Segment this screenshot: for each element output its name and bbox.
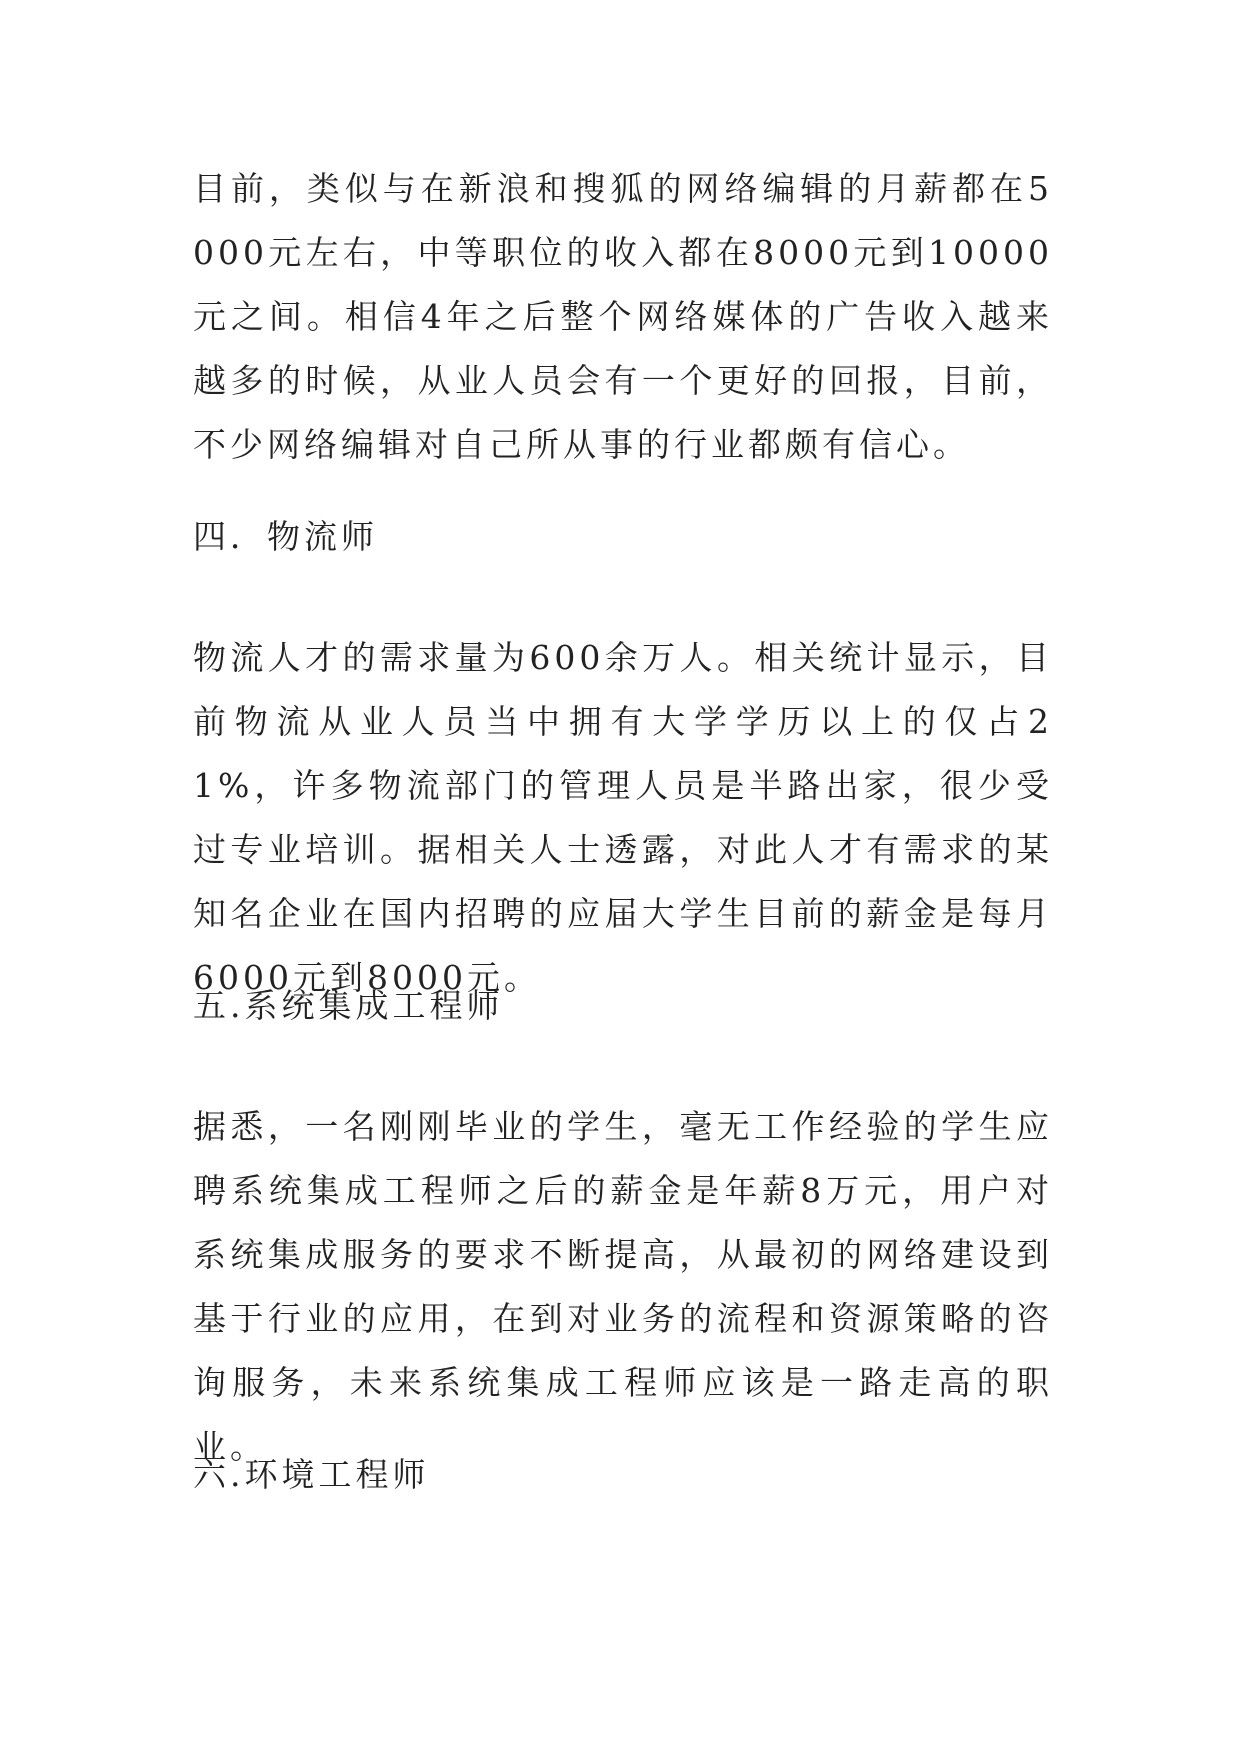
section-heading-system-integration: 五.系统集成工程师 (193, 986, 504, 1025)
section-heading-environmental-engineer: 六.环境工程师 (193, 1455, 430, 1494)
section-heading-logistics: 四．物流师 (193, 517, 378, 556)
paragraph-logistics: 物流人才的需求量为600余万人。相关统计显示，目前物流从业人员当中拥有大学学历以上的仅占21%，许多物流部门的管理人员是半路出家，很少受过专业培训。据相关人士透露，对此人才有需求的某知名企业在国内招聘的应届大学生目前的薪金是每月6000元到8000元。 (193, 638, 1053, 997)
paragraph-system-integration: 据悉，一名刚刚毕业的学生，毫无工作经验的学生应聘系统集成工程师之后的薪金是年薪8万元，用户对系统集成服务的要求不断提高，从最初的网络建设到基于行业的应用，在到对业务的流程和资源策略的咨询服务，未来系统集成工程师应该是一路走高的职业。 (193, 1107, 1053, 1466)
paragraph-network-editor-salary: 目前，类似与在新浪和搜狐的网络编辑的月薪都在5000元左右，中等职位的收入都在8000元到10000元之间。相信4年之后整个网络媒体的广告收入越来越多的时候，从业人员会有一个更好的回报，目前，不少网络编辑对自己所从事的行业都颇有信心。 (193, 169, 1053, 464)
